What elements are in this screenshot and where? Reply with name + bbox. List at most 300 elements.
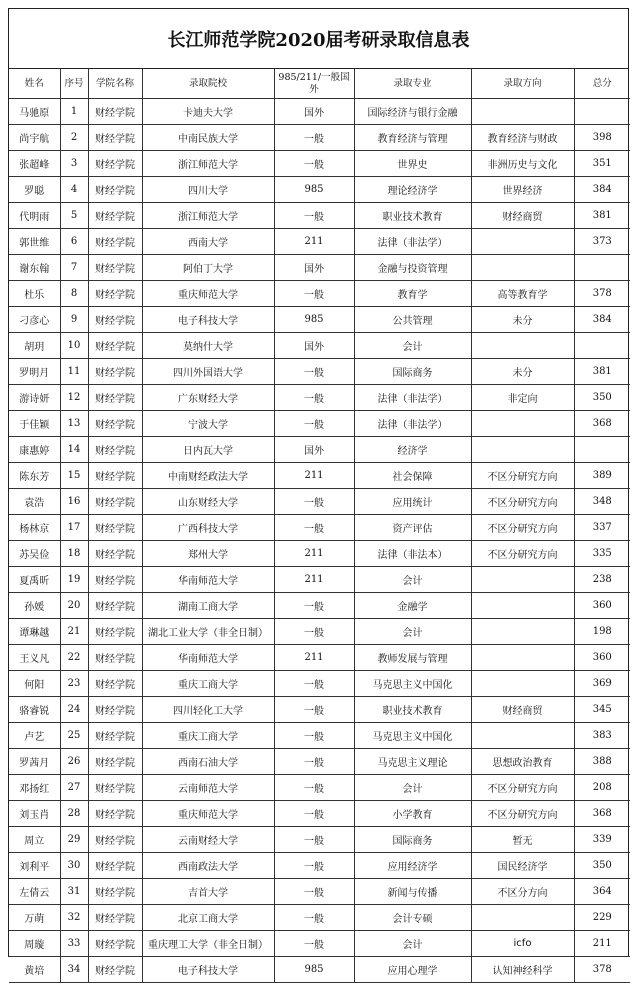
cell-school: 华南师范大学 (142, 567, 274, 593)
cell-name: 杨林京 (9, 515, 60, 541)
cell-level: 一般 (274, 125, 354, 151)
table-row (9, 125, 630, 151)
cell-score: 238 (574, 567, 630, 593)
cell-level: 一般 (274, 697, 354, 723)
cell-school: 华南师范大学 (142, 645, 274, 671)
cell-direction: 不区分研究方向 (471, 489, 574, 515)
cell-no: 9 (60, 307, 88, 333)
cell-major: 应用心理学 (354, 957, 471, 983)
cell-college: 财经学院 (88, 593, 142, 619)
cell-name: 胡玥 (9, 333, 60, 359)
cell-level: 一般 (274, 853, 354, 879)
cell-name: 杜乐 (9, 281, 60, 307)
cell-name: 夏禹昕 (9, 567, 60, 593)
cell-major: 职业技术教育 (354, 697, 471, 723)
cell-major: 经济学 (354, 437, 471, 463)
cell-name: 黄培 (9, 957, 60, 983)
cell-school: 中南财经政法大学 (142, 463, 274, 489)
cell-level: 一般 (274, 879, 354, 905)
cell-school: 湖南工商大学 (142, 593, 274, 619)
cell-major: 马克思主义理论 (354, 749, 471, 775)
cell-score: 383 (574, 723, 630, 749)
cell-major: 金融学 (354, 593, 471, 619)
cell-college: 财经学院 (88, 489, 142, 515)
cell-score: 337 (574, 515, 630, 541)
cell-no: 22 (60, 645, 88, 671)
cell-name: 谭琳越 (9, 619, 60, 645)
cell-no: 20 (60, 593, 88, 619)
cell-direction (471, 723, 574, 749)
cell-major: 国际商务 (354, 359, 471, 385)
cell-score: 384 (574, 307, 630, 333)
cell-direction (471, 671, 574, 697)
admission-info-sheet (8, 8, 629, 977)
cell-score (574, 333, 630, 359)
cell-direction: 不区分方向 (471, 879, 574, 905)
cell-level: 985 (274, 307, 354, 333)
table-row (9, 697, 630, 723)
cell-score: 208 (574, 775, 630, 801)
cell-college: 财经学院 (88, 307, 142, 333)
cell-major: 小学教育 (354, 801, 471, 827)
cell-no: 12 (60, 385, 88, 411)
cell-college: 财经学院 (88, 411, 142, 437)
cell-direction: 思想政治教育 (471, 749, 574, 775)
cell-score: 388 (574, 749, 630, 775)
table-row (9, 671, 630, 697)
cell-no: 18 (60, 541, 88, 567)
cell-school: 浙江师范大学 (142, 151, 274, 177)
cell-school: 日内瓦大学 (142, 437, 274, 463)
cell-major: 会计 (354, 931, 471, 957)
cell-score: 198 (574, 619, 630, 645)
cell-name: 孙媛 (9, 593, 60, 619)
cell-level: 国外 (274, 333, 354, 359)
cell-score: 350 (574, 385, 630, 411)
cell-score: 381 (574, 359, 630, 385)
cell-direction: 非定向 (471, 385, 574, 411)
cell-college: 财经学院 (88, 125, 142, 151)
cell-direction (471, 255, 574, 281)
header-score: 总分 (574, 69, 630, 99)
table-body (9, 99, 630, 983)
cell-name: 游诗妍 (9, 385, 60, 411)
cell-score: 381 (574, 203, 630, 229)
cell-no: 21 (60, 619, 88, 645)
cell-direction: 教育经济与财政 (471, 125, 574, 151)
cell-school: 重庆师范大学 (142, 801, 274, 827)
cell-name: 陈东芳 (9, 463, 60, 489)
cell-college: 财经学院 (88, 255, 142, 281)
cell-level: 985 (274, 177, 354, 203)
admission-table (9, 69, 630, 983)
cell-no: 26 (60, 749, 88, 775)
cell-direction: 世界经济 (471, 177, 574, 203)
cell-no: 25 (60, 723, 88, 749)
cell-score: 378 (574, 957, 630, 983)
cell-no: 19 (60, 567, 88, 593)
cell-major: 公共管理 (354, 307, 471, 333)
cell-school: 卡迪夫大学 (142, 99, 274, 125)
cell-college: 财经学院 (88, 151, 142, 177)
cell-level: 一般 (274, 671, 354, 697)
table-row (9, 827, 630, 853)
header-college: 学院名称 (88, 69, 142, 99)
cell-no: 15 (60, 463, 88, 489)
cell-score: 335 (574, 541, 630, 567)
table-row (9, 905, 630, 931)
cell-score: 339 (574, 827, 630, 853)
table-row (9, 567, 630, 593)
cell-major: 社会保障 (354, 463, 471, 489)
cell-score: 369 (574, 671, 630, 697)
cell-college: 财经学院 (88, 645, 142, 671)
cell-level: 一般 (274, 359, 354, 385)
cell-name: 左倩云 (9, 879, 60, 905)
cell-major: 教师发展与管理 (354, 645, 471, 671)
cell-school: 浙江师范大学 (142, 203, 274, 229)
cell-direction (471, 619, 574, 645)
table-row (9, 645, 630, 671)
cell-school: 四川大学 (142, 177, 274, 203)
cell-college: 财经学院 (88, 879, 142, 905)
cell-college: 财经学院 (88, 333, 142, 359)
table-row (9, 437, 630, 463)
cell-school: 中南民族大学 (142, 125, 274, 151)
cell-score: 351 (574, 151, 630, 177)
cell-college: 财经学院 (88, 723, 142, 749)
header-row (9, 69, 630, 99)
header-major: 录取专业 (354, 69, 471, 99)
table-row (9, 385, 630, 411)
cell-college: 财经学院 (88, 437, 142, 463)
cell-no: 24 (60, 697, 88, 723)
cell-school: 广西科技大学 (142, 515, 274, 541)
cell-level: 一般 (274, 905, 354, 931)
table-row (9, 749, 630, 775)
cell-name: 张超峰 (9, 151, 60, 177)
cell-no: 28 (60, 801, 88, 827)
cell-level: 一般 (274, 593, 354, 619)
cell-direction: 未分 (471, 307, 574, 333)
cell-level: 一般 (274, 801, 354, 827)
cell-school: 西南政法大学 (142, 853, 274, 879)
cell-major: 新闻与传播 (354, 879, 471, 905)
cell-no: 13 (60, 411, 88, 437)
cell-school: 重庆工商大学 (142, 671, 274, 697)
cell-college: 财经学院 (88, 177, 142, 203)
cell-direction: 不区分研究方向 (471, 801, 574, 827)
cell-direction: 未分 (471, 359, 574, 385)
cell-school: 重庆工商大学 (142, 723, 274, 749)
cell-direction (471, 593, 574, 619)
cell-major: 理论经济学 (354, 177, 471, 203)
cell-school: 电子科技大学 (142, 957, 274, 983)
cell-school: 云南财经大学 (142, 827, 274, 853)
cell-major: 金融与投资管理 (354, 255, 471, 281)
cell-direction: 不区分研究方向 (471, 515, 574, 541)
cell-level: 一般 (274, 931, 354, 957)
cell-level: 一般 (274, 827, 354, 853)
cell-score: 378 (574, 281, 630, 307)
cell-major: 法律（非法学） (354, 385, 471, 411)
cell-name: 谢东翰 (9, 255, 60, 281)
cell-major: 教育经济与管理 (354, 125, 471, 151)
table-row (9, 957, 630, 983)
cell-major: 法律（非法学） (354, 411, 471, 437)
cell-major: 教育学 (354, 281, 471, 307)
cell-no: 6 (60, 229, 88, 255)
cell-level: 国外 (274, 99, 354, 125)
cell-name: 王义凡 (9, 645, 60, 671)
cell-direction (471, 333, 574, 359)
cell-level: 一般 (274, 385, 354, 411)
cell-school: 电子科技大学 (142, 307, 274, 333)
cell-score: 389 (574, 463, 630, 489)
cell-school: 郑州大学 (142, 541, 274, 567)
table-row (9, 775, 630, 801)
cell-name: 邓扬红 (9, 775, 60, 801)
cell-score: 348 (574, 489, 630, 515)
cell-major: 法律（非法学） (354, 229, 471, 255)
table-row (9, 229, 630, 255)
sheet-title: 长江师范学院2020届考研录取信息表 (9, 9, 628, 69)
cell-name: 代明雨 (9, 203, 60, 229)
cell-college: 财经学院 (88, 905, 142, 931)
cell-no: 10 (60, 333, 88, 359)
header-name: 姓名 (9, 69, 60, 99)
cell-college: 财经学院 (88, 957, 142, 983)
cell-level: 211 (274, 463, 354, 489)
cell-school: 吉首大学 (142, 879, 274, 905)
cell-no: 4 (60, 177, 88, 203)
table-row (9, 541, 630, 567)
cell-no: 8 (60, 281, 88, 307)
cell-level: 一般 (274, 411, 354, 437)
table-row (9, 151, 630, 177)
cell-name: 万萌 (9, 905, 60, 931)
cell-major: 应用统计 (354, 489, 471, 515)
cell-major: 会计 (354, 775, 471, 801)
cell-school: 莫纳什大学 (142, 333, 274, 359)
cell-college: 财经学院 (88, 853, 142, 879)
cell-level: 一般 (274, 775, 354, 801)
cell-no: 34 (60, 957, 88, 983)
cell-name: 罗茜月 (9, 749, 60, 775)
cell-level: 一般 (274, 489, 354, 515)
cell-level: 211 (274, 567, 354, 593)
cell-direction: 不区分研究方向 (471, 463, 574, 489)
cell-college: 财经学院 (88, 385, 142, 411)
cell-college: 财经学院 (88, 281, 142, 307)
cell-major: 会计 (354, 333, 471, 359)
cell-score: 229 (574, 905, 630, 931)
cell-major: 国际经济与银行金融 (354, 99, 471, 125)
cell-college: 财经学院 (88, 801, 142, 827)
table-row (9, 489, 630, 515)
cell-level: 一般 (274, 619, 354, 645)
cell-college: 财经学院 (88, 567, 142, 593)
cell-major: 马克思主义中国化 (354, 723, 471, 749)
cell-direction (471, 229, 574, 255)
cell-direction: 非洲历史与文化 (471, 151, 574, 177)
cell-no: 29 (60, 827, 88, 853)
table-row (9, 359, 630, 385)
cell-major: 法律（非法本） (354, 541, 471, 567)
cell-school: 湖北工业大学（非全日制） (142, 619, 274, 645)
cell-school: 山东财经大学 (142, 489, 274, 515)
cell-name: 康惠婷 (9, 437, 60, 463)
cell-score: 360 (574, 593, 630, 619)
cell-level: 一般 (274, 281, 354, 307)
cell-level: 211 (274, 645, 354, 671)
table-row (9, 333, 630, 359)
cell-name: 袁浩 (9, 489, 60, 515)
cell-no: 11 (60, 359, 88, 385)
table-row (9, 515, 630, 541)
cell-name: 刘玉肖 (9, 801, 60, 827)
table-row (9, 99, 630, 125)
cell-direction: 财经商贸 (471, 203, 574, 229)
table-row (9, 203, 630, 229)
cell-direction: 财经商贸 (471, 697, 574, 723)
cell-school: 宁波大学 (142, 411, 274, 437)
cell-school: 西南大学 (142, 229, 274, 255)
cell-level: 一般 (274, 151, 354, 177)
cell-direction: icfo (471, 931, 574, 957)
table-row (9, 723, 630, 749)
cell-direction: 不区分研究方向 (471, 541, 574, 567)
cell-no: 2 (60, 125, 88, 151)
cell-score: 373 (574, 229, 630, 255)
cell-school: 西南石油大学 (142, 749, 274, 775)
cell-direction: 高等教育学 (471, 281, 574, 307)
table-row (9, 411, 630, 437)
cell-major: 世界史 (354, 151, 471, 177)
cell-name: 骆睿锐 (9, 697, 60, 723)
cell-score: 368 (574, 411, 630, 437)
cell-direction (471, 905, 574, 931)
cell-score (574, 255, 630, 281)
table-row (9, 593, 630, 619)
cell-no: 30 (60, 853, 88, 879)
table-row (9, 463, 630, 489)
table-row (9, 879, 630, 905)
cell-school: 四川外国语大学 (142, 359, 274, 385)
cell-major: 资产评估 (354, 515, 471, 541)
cell-score: 360 (574, 645, 630, 671)
header-level: 985/211/一般国外 (274, 69, 354, 99)
cell-direction: 不区分研究方向 (471, 775, 574, 801)
cell-level: 一般 (274, 749, 354, 775)
cell-no: 7 (60, 255, 88, 281)
cell-name: 郭世维 (9, 229, 60, 255)
cell-college: 财经学院 (88, 99, 142, 125)
cell-score: 368 (574, 801, 630, 827)
table-row (9, 931, 630, 957)
table-row (9, 801, 630, 827)
cell-college: 财经学院 (88, 619, 142, 645)
cell-level: 国外 (274, 255, 354, 281)
cell-college: 财经学院 (88, 671, 142, 697)
cell-score: 211 (574, 931, 630, 957)
cell-name: 马驰原 (9, 99, 60, 125)
cell-no: 16 (60, 489, 88, 515)
cell-direction (471, 99, 574, 125)
cell-name: 周璇 (9, 931, 60, 957)
cell-major: 职业技术教育 (354, 203, 471, 229)
header-school: 录取院校 (142, 69, 274, 99)
cell-no: 17 (60, 515, 88, 541)
cell-no: 27 (60, 775, 88, 801)
cell-no: 31 (60, 879, 88, 905)
cell-school: 云南师范大学 (142, 775, 274, 801)
cell-score: 384 (574, 177, 630, 203)
cell-major: 会计专硕 (354, 905, 471, 931)
cell-no: 14 (60, 437, 88, 463)
cell-college: 财经学院 (88, 515, 142, 541)
cell-level: 一般 (274, 723, 354, 749)
cell-direction (471, 645, 574, 671)
cell-level: 985 (274, 957, 354, 983)
cell-no: 33 (60, 931, 88, 957)
cell-name: 苏吴俭 (9, 541, 60, 567)
cell-no: 1 (60, 99, 88, 125)
cell-college: 财经学院 (88, 697, 142, 723)
cell-score: 364 (574, 879, 630, 905)
cell-direction (471, 567, 574, 593)
cell-college: 财经学院 (88, 229, 142, 255)
cell-school: 广东财经大学 (142, 385, 274, 411)
cell-direction (471, 411, 574, 437)
cell-college: 财经学院 (88, 203, 142, 229)
table-row (9, 281, 630, 307)
cell-name: 罗聪 (9, 177, 60, 203)
cell-no: 32 (60, 905, 88, 931)
cell-school: 四川轻化工大学 (142, 697, 274, 723)
cell-college: 财经学院 (88, 775, 142, 801)
table-row (9, 619, 630, 645)
cell-level: 国外 (274, 437, 354, 463)
cell-no: 23 (60, 671, 88, 697)
cell-college: 财经学院 (88, 931, 142, 957)
cell-name: 卢艺 (9, 723, 60, 749)
cell-score: 398 (574, 125, 630, 151)
cell-name: 尚宇航 (9, 125, 60, 151)
cell-level: 211 (274, 229, 354, 255)
cell-name: 罗明月 (9, 359, 60, 385)
table-row (9, 307, 630, 333)
cell-college: 财经学院 (88, 541, 142, 567)
cell-direction: 认知神经科学 (471, 957, 574, 983)
cell-direction (471, 437, 574, 463)
table-row (9, 177, 630, 203)
cell-college: 财经学院 (88, 359, 142, 385)
cell-school: 重庆理工大学（非全日制） (142, 931, 274, 957)
cell-name: 周立 (9, 827, 60, 853)
cell-college: 财经学院 (88, 749, 142, 775)
table-row (9, 255, 630, 281)
cell-college: 财经学院 (88, 827, 142, 853)
cell-score: 345 (574, 697, 630, 723)
cell-major: 会计 (354, 567, 471, 593)
cell-major: 国际商务 (354, 827, 471, 853)
header-no: 序号 (60, 69, 88, 99)
cell-school: 重庆师范大学 (142, 281, 274, 307)
cell-name: 刘利平 (9, 853, 60, 879)
cell-college: 财经学院 (88, 463, 142, 489)
cell-direction: 国民经济学 (471, 853, 574, 879)
